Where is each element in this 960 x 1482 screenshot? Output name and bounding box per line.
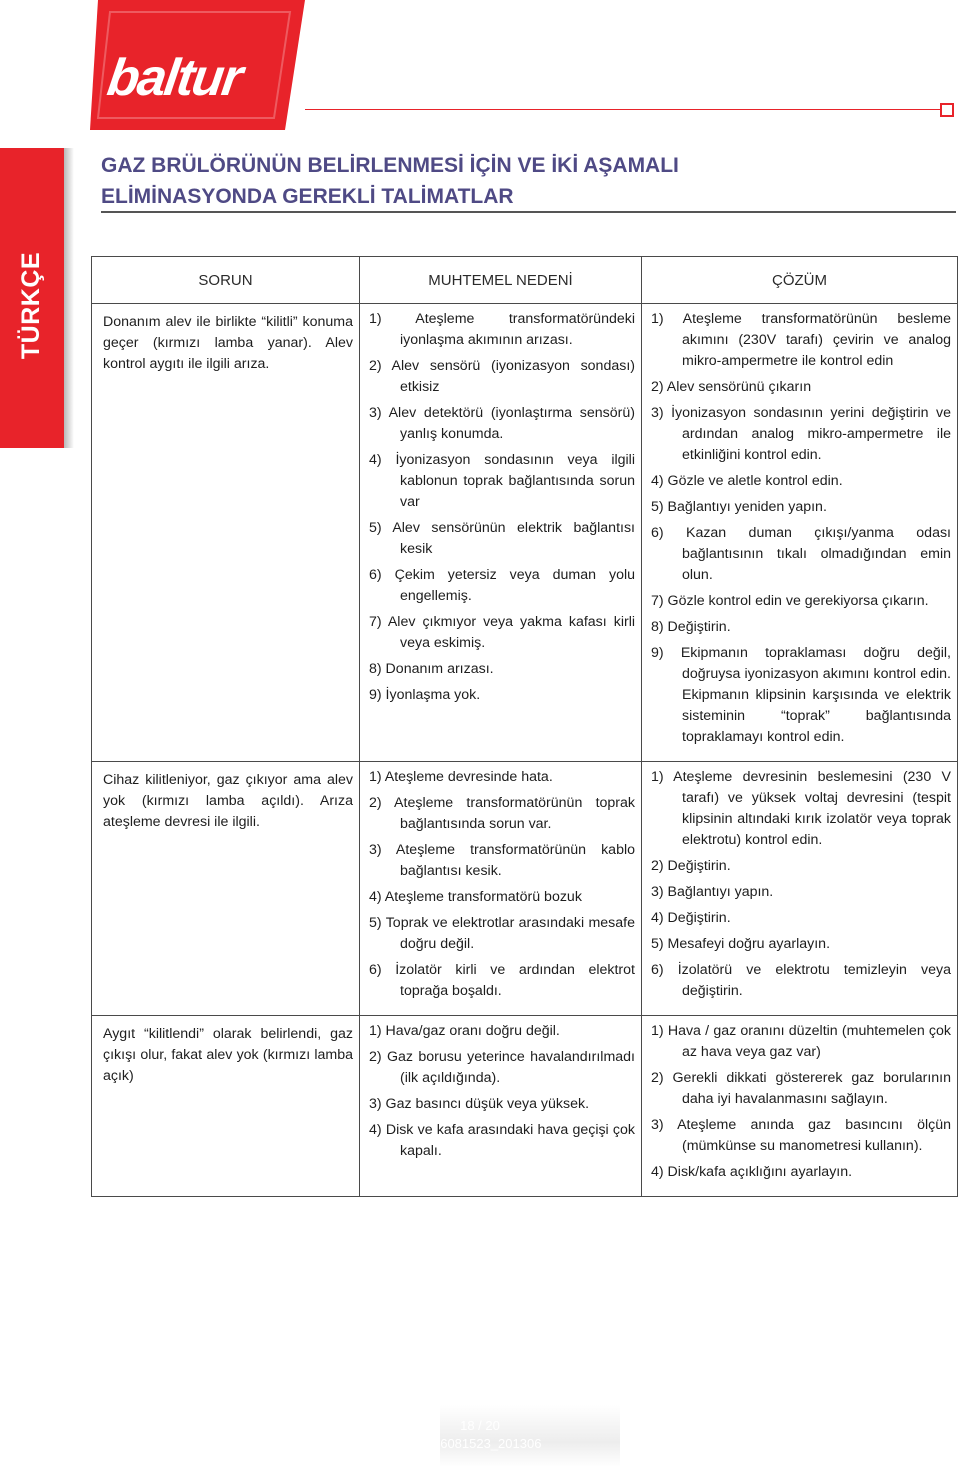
list-item: 3) İyonizasyon sondasının yerini değiştirin ve ardından analog mikro-ampermetre ile etkinliğini kontrol edin. xyxy=(651,405,951,463)
list-item: 2) Alev sensörü (iyonizasyon sondası) etkisiz xyxy=(369,358,635,395)
language-tab-shadow xyxy=(64,148,74,448)
cause-cell xyxy=(360,1016,642,1197)
list-item: 3) Gaz basıncı düşük veya yüksek. xyxy=(369,1096,590,1112)
solution-cell xyxy=(642,1016,958,1197)
solution-cell xyxy=(642,304,958,762)
list-item: 9) İyonlaşma yok. xyxy=(369,687,481,703)
cause-list xyxy=(360,1016,641,1175)
list-item: 6) Çekim yetersiz veya duman yolu engellemiş. xyxy=(369,567,635,604)
list-item: 1) Hava / gaz oranını düzeltin (muhtemelen çok az hava veya gaz var) xyxy=(651,1023,951,1060)
list-item: 2) Değiştirin. xyxy=(651,858,731,874)
list-item: 1) Hava/gaz oranı doğru değil. xyxy=(369,1023,560,1039)
cause-cell xyxy=(360,762,642,1016)
solution-list xyxy=(642,1016,957,1196)
list-item: 6) İzolatör kirli ve ardından elektrot toprağa boşaldı. xyxy=(369,962,635,999)
problem-cell xyxy=(92,1016,360,1197)
list-item: 8) Değiştirin. xyxy=(651,619,731,635)
list-item: 1) Ateşleme devresinin beslemesini (230 V tarafı) ve yüksek voltaj devresini (tespit klipsinin altındaki kırık izolatör veya toprak elektrotu) kontrol edin. xyxy=(651,769,951,848)
list-item: 2) Alev sensörünü çıkarın xyxy=(651,379,812,395)
list-item: 1) Ateşleme transformatörünün besleme akımını (230V tarafı) çevirin ve analog mikro-ampermetre ile kontrol edin xyxy=(651,311,951,369)
header-cause: MUHTEMEL NEDENİ xyxy=(360,257,642,304)
table-row xyxy=(92,762,958,1016)
problem-text: Donanım alev ile birlikte “kilitli” konuma geçer (kırmızı lamba yanar). Alev kontrol aygıtı ile ilgili arıza. xyxy=(103,314,353,372)
header-square-marker xyxy=(940,103,954,117)
table-header-row xyxy=(92,257,958,304)
list-item: 4) Disk ve kafa arasındaki hava geçişi çok kapalı. xyxy=(369,1122,635,1159)
list-item: 5) Mesafeyi doğru ayarlayın. xyxy=(651,936,831,952)
list-item: 1) Ateşleme devresinde hata. xyxy=(369,769,553,785)
list-item: 6) İzolatörü ve elektrotu temizleyin veya değiştirin. xyxy=(651,962,951,999)
problem-text: Aygıt “kilitlendi” olarak belirlendi, gaz çıkışı olur, fakat alev yok (kırmızı lamba açık) xyxy=(103,1026,353,1084)
list-item: 8) Donanım arızası. xyxy=(369,661,494,677)
list-item: 5) Alev sensörünün elektrik bağlantısı kesik xyxy=(369,520,635,557)
language-tab-label-wrap xyxy=(8,240,56,370)
cause-list xyxy=(360,762,641,1015)
list-item: 5) Toprak ve elektrotlar arasındaki mesafe doğru değil. xyxy=(369,915,635,952)
document-code: 0006081523_201306 xyxy=(418,1436,542,1451)
language-tab-label: TÜRKÇE xyxy=(17,251,46,359)
title-underline xyxy=(101,211,956,213)
list-item: 4) Değiştirin. xyxy=(651,910,731,926)
cause-cell xyxy=(360,304,642,762)
list-item: 4) Disk/kafa açıklığını ayarlayın. xyxy=(651,1164,853,1180)
list-item: 3) Bağlantıyı yapın. xyxy=(651,884,774,900)
header-solution: ÇÖZÜM xyxy=(642,257,958,304)
brand-logo: baltur xyxy=(103,49,245,107)
table-row xyxy=(92,304,958,762)
list-item: 5) Bağlantıyı yeniden yapın. xyxy=(651,499,827,515)
list-item: 3) Alev detektörü (iyonlaştırma sensörü) yanlış konumda. xyxy=(369,405,635,442)
list-item: 2) Ateşleme transformatörünün toprak bağlantısında sorun var. xyxy=(369,795,635,832)
list-item: 4) Ateşleme transformatörü bozuk xyxy=(369,889,582,905)
page-title xyxy=(101,150,801,212)
list-item: 2) Gerekli dikkati göstererek gaz borularının daha iyi havalanmasını sağlayın. xyxy=(651,1070,951,1107)
page-title-line-2: ELİMİNASYONDA GEREKLİ TALİMATLAR xyxy=(101,185,514,208)
list-item: 4) Gözle ve aletle kontrol edin. xyxy=(651,473,843,489)
list-item: 4) İyonizasyon sondasının veya ilgili kablonun toprak bağlantısında sorun var xyxy=(369,452,635,510)
cause-list xyxy=(360,304,641,719)
list-item: 7) Alev çıkmıyor veya yakma kafası kirli veya eskimiş. xyxy=(369,614,635,651)
page-title-line-1: GAZ BRÜLÖRÜNÜN BELİRLENMESİ İÇİN VE İKİ AŞAMALI xyxy=(101,154,679,177)
list-item: 7) Gözle kontrol edin ve gerekiyorsa çıkarın. xyxy=(651,593,929,609)
list-item: 9) Ekipmanın topraklaması doğru değil, doğruysa iyonizasyon akımını kontrol edin. Ekipmanın klipsinin karşısında ve elektrik sisteminin “toprak” bağlantısında topraklamayı kontrol edin. xyxy=(651,645,951,745)
solution-list xyxy=(642,304,957,761)
list-item: 3) Ateşleme anında gaz basıncını ölçün (mümkünse su manometresi kullanın). xyxy=(651,1117,951,1154)
header-problem: SORUN xyxy=(92,257,360,304)
header-rule xyxy=(305,109,941,110)
problem-text: Cihaz kilitleniyor, gaz çıkıyor ama alev yok (kırmızı lamba açıldı). Arıza ateşleme devresi ile ilgili. xyxy=(103,772,353,830)
solution-cell xyxy=(642,762,958,1016)
list-item: 6) Kazan duman çıkışı/yanma odası bağlantısının tıkalı olmadığından emin olun. xyxy=(651,525,951,583)
problem-cell xyxy=(92,304,360,762)
solution-list xyxy=(642,762,957,1015)
problem-cell xyxy=(92,762,360,1016)
list-item: 2) Gaz borusu yeterince havalandırılmadı (ilk açıldığında). xyxy=(369,1049,635,1086)
list-item: 1) Ateşleme transformatöründeki iyonlaşma akımının arızası. xyxy=(369,311,635,348)
list-item: 3) Ateşleme transformatörünün kablo bağlantısı kesik. xyxy=(369,842,635,879)
page-number: 18 / 20 xyxy=(460,1418,500,1433)
troubleshooting-table xyxy=(91,256,958,1197)
table-row xyxy=(92,1016,958,1197)
